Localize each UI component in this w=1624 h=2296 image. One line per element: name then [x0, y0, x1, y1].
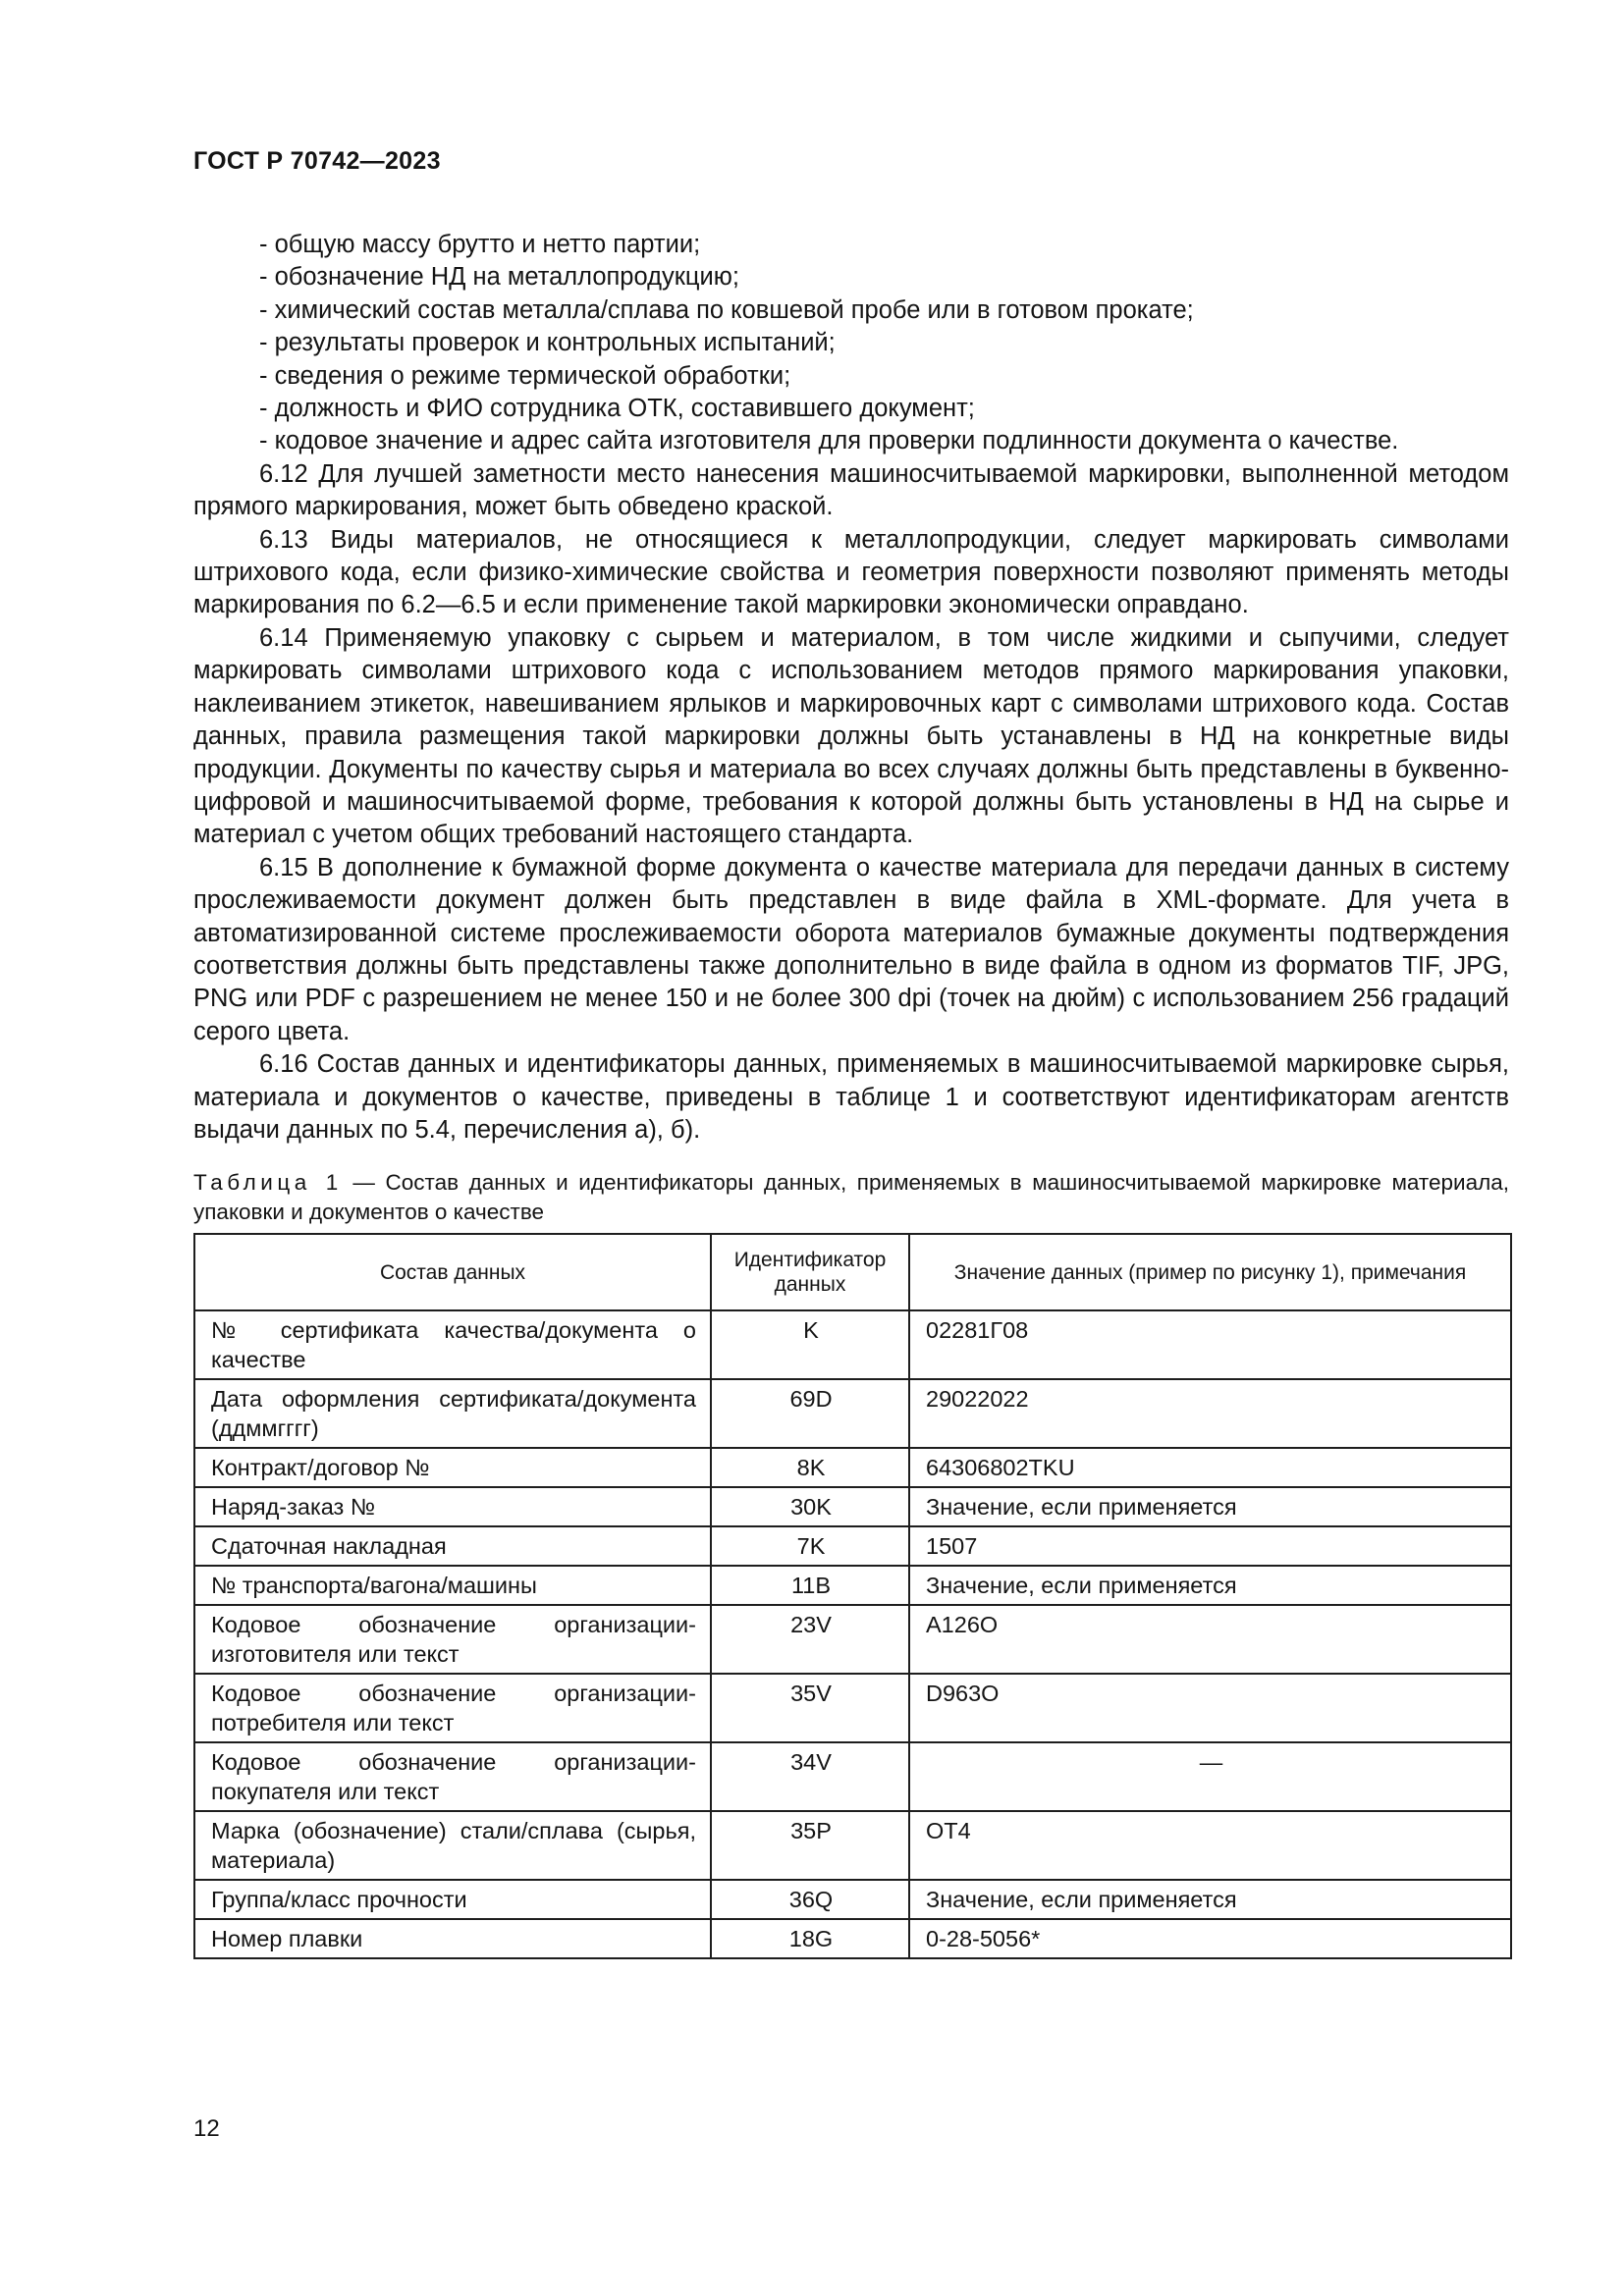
table-row [194, 1674, 1511, 1742]
table-row [194, 1880, 1511, 1919]
table-caption-text: — Состав данных и идентификаторы данных, применяемых в машиносчитываемой маркировке материала, упаковки и документов о качестве [193, 1170, 1509, 1224]
table-row [194, 1310, 1511, 1379]
cell-value: Значение, если применяется [909, 1487, 1511, 1526]
cell-data-name: № транспорта/вагона/машины [194, 1566, 711, 1605]
cell-data-name: Контракт/договор № [194, 1448, 711, 1487]
list-item: - химический состав металла/сплава по ковшевой пробе или в готовом прокате; [259, 295, 1194, 324]
cell-identifier: 35V [711, 1674, 909, 1742]
list-item: - кодовое значение и адрес сайта изготовителя для проверки подлинности документа о качестве. [259, 427, 1399, 455]
cell-value: 1507 [909, 1526, 1511, 1566]
document-code: ГОСТ Р 70742—2023 [193, 147, 441, 175]
cell-identifier: 69D [711, 1379, 909, 1448]
list-item: - результаты проверок и контрольных испытаний; [259, 329, 836, 357]
cell-value: Значение, если применяется [909, 1566, 1511, 1605]
cell-identifier: K [711, 1310, 909, 1379]
table-caption-label: Таблица 1 [193, 1170, 343, 1195]
data-table [193, 1233, 1512, 1959]
cell-value: 64306802TKU [909, 1448, 1511, 1487]
table-row [194, 1742, 1511, 1811]
body-text [193, 229, 1509, 1147]
table-row [194, 1526, 1511, 1566]
list-item: - обозначение НД на металлопродукцию; [259, 263, 739, 292]
cell-identifier: 7K [711, 1526, 909, 1566]
cell-data-name: Кодовое обозначение организации-потребителя или текст [194, 1674, 711, 1742]
table-row [194, 1919, 1511, 1958]
cell-identifier: 35P [711, 1811, 909, 1880]
cell-value: А126О [909, 1605, 1511, 1674]
paragraph-6-13: 6.13 Виды материалов, не относящиеся к металлопродукции, следует маркировать символами штрихового кода, если физико-химические свойства и геометрия поверхности позволяют применять методы маркирования по 6.2—6.5 и если применение такой маркировки экономически оправдано. [193, 525, 1509, 619]
table-row [194, 1605, 1511, 1674]
list-item: - общую массу брутто и нетто партии; [259, 231, 701, 258]
cell-value: 29022022 [909, 1379, 1511, 1448]
data-table-wrapper [193, 1233, 1512, 1959]
cell-value: 02281Г08 [909, 1310, 1511, 1379]
paragraph-6-15: 6.15 В дополнение к бумажной форме документа о качестве материала для передачи данных в систему прослеживаемости документ должен быть представлен в виде файла в XML-формате. Для учета в автоматизированной системе прослеживаемости оборота материалов бумажные документы подтверждения соответствия должны быть представлены также дополнительно в виде файла в одном из форматов TIF, JPG, PNG или PDF с разрешением не менее 150 и не более 300 dpi (точек на дюйм) с использованием 256 градаций серого цвета. [193, 853, 1509, 1045]
paragraph-6-14: 6.14 Применяемую упаковку с сырьем и материалом, в том числе жидкими и сыпучими, следует маркировать символами штрихового кода с использованием методов прямого маркирования упаковки, наклеиванием этикеток, навешиванием ярлыков и маркировочных карт с символами штрихового кода. Состав данных, правила размещения такой маркировки должны быть устанавлены в НД на конкретные виды продукции. Документы по качеству сырья и материала во всех случаях должны быть представлены в буквенно-цифровой и машиносчитываемой форме, требования к которой должны быть установлены в НД на сырье и материал с учетом общих требований настоящего стандарта. [193, 623, 1509, 849]
cell-identifier: 8K [711, 1448, 909, 1487]
cell-data-name: Кодовое обозначение организации-изготовителя или текст [194, 1605, 711, 1674]
cell-data-name: Дата оформления сертификата/документа (ддммгггг) [194, 1379, 711, 1448]
cell-identifier: 34V [711, 1742, 909, 1811]
cell-data-name: Номер плавки [194, 1919, 711, 1958]
table-caption [193, 1168, 1509, 1227]
header-data-identifier: Идентификатор данных [711, 1234, 909, 1310]
paragraph-6-16: 6.16 Состав данных и идентификаторы данных, применяемых в машиносчитываемой маркировке сырья, материала и документов о качестве, приведены в таблице 1 и соответствуют идентификаторам агентств выдачи данных по 5.4, перечисления а), б). [193, 1050, 1509, 1144]
table-row [194, 1487, 1511, 1526]
table-header-row [194, 1234, 1511, 1310]
cell-identifier: 30K [711, 1487, 909, 1526]
cell-value: 0-28-5056* [909, 1919, 1511, 1958]
cell-data-name: Наряд-заказ № [194, 1487, 711, 1526]
cell-value: — [909, 1742, 1511, 1811]
cell-data-name: Группа/класс прочности [194, 1880, 711, 1919]
table-row [194, 1811, 1511, 1880]
cell-identifier: 11B [711, 1566, 909, 1605]
cell-data-name: Кодовое обозначение организации-покупателя или текст [194, 1742, 711, 1811]
list-item: - сведения о режиме термической обработки; [259, 361, 791, 390]
cell-identifier: 23V [711, 1605, 909, 1674]
table-row [194, 1566, 1511, 1605]
cell-value: D963О [909, 1674, 1511, 1742]
cell-value: ОТ4 [909, 1811, 1511, 1880]
paragraph-6-12: 6.12 Для лучшей заметности место нанесения машиносчитываемой маркировки, выполненной методом прямого маркирования, может быть обведено краской. [193, 459, 1509, 521]
cell-value: Значение, если применяется [909, 1880, 1511, 1919]
table-row [194, 1448, 1511, 1487]
header-data-composition: Состав данных [194, 1234, 711, 1310]
table-row [194, 1379, 1511, 1448]
list-item: - должность и ФИО сотрудника ОТК, составившего документ; [259, 395, 975, 423]
cell-identifier: 18G [711, 1919, 909, 1958]
cell-identifier: 36Q [711, 1880, 909, 1919]
page-number: 12 [193, 2115, 220, 2142]
header-data-value: Значение данных (пример по рисунку 1), примечания [909, 1234, 1511, 1310]
cell-data-name: Сдаточная накладная [194, 1526, 711, 1566]
cell-data-name: Марка (обозначение) стали/сплава (сырья, материала) [194, 1811, 711, 1880]
cell-data-name: № сертификата качества/документа о качестве [194, 1310, 711, 1379]
